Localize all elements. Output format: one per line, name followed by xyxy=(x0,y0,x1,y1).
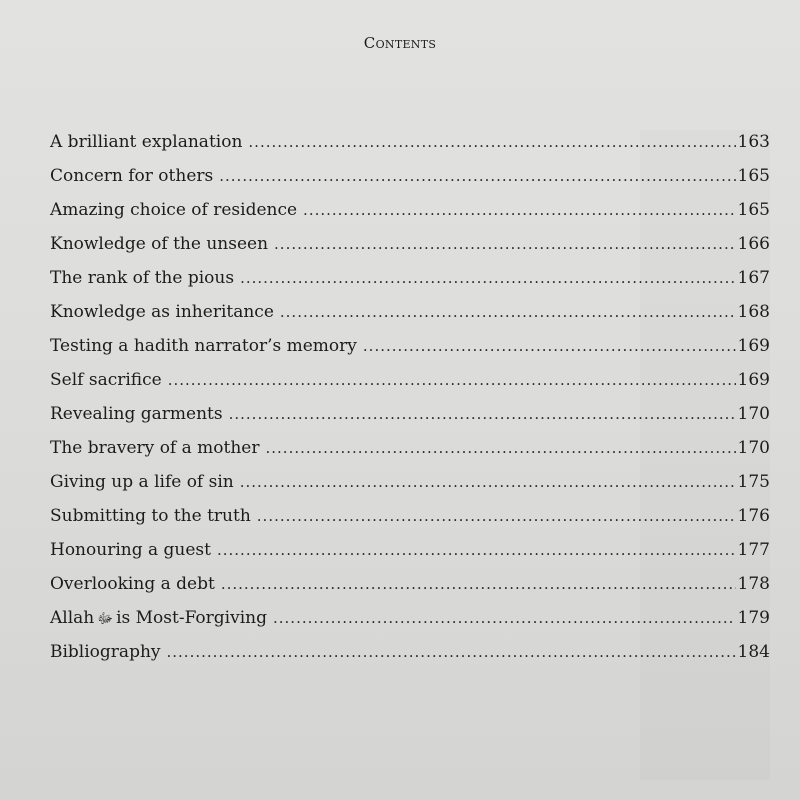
dot-leader xyxy=(168,371,736,389)
toc-entry-page: 167 xyxy=(737,268,770,288)
toc-entry-page: 177 xyxy=(737,540,770,560)
toc-entry-title: Amazing choice of residence xyxy=(50,200,298,220)
dot-leader xyxy=(221,575,736,593)
toc-entry-title: Overlooking a debt xyxy=(50,574,215,594)
toc-entry xyxy=(50,404,770,438)
toc-entry xyxy=(50,336,770,370)
table-of-contents xyxy=(50,132,770,676)
toc-entry xyxy=(50,234,770,268)
toc-entry xyxy=(50,472,770,506)
toc-entry-page: 184 xyxy=(737,642,770,662)
toc-entry xyxy=(50,166,770,200)
toc-entry-title: Giving up a life of sin xyxy=(50,472,234,492)
toc-entry-page: 165 xyxy=(737,166,770,186)
toc-entry xyxy=(50,540,770,574)
toc-entry-page: 166 xyxy=(737,234,770,254)
dot-leader xyxy=(274,235,736,253)
toc-entry-title: Bibliography xyxy=(50,642,161,662)
toc-entry-title: Submitting to the truth xyxy=(50,506,251,526)
toc-entry xyxy=(50,200,770,234)
toc-entry-page: 168 xyxy=(737,302,770,322)
toc-entry-page: 179 xyxy=(737,608,770,628)
toc-entry-page: 165 xyxy=(737,200,770,220)
toc-entry-title: Testing a hadith narrator’s memory xyxy=(50,336,357,356)
dot-leader xyxy=(229,405,736,423)
dot-leader xyxy=(273,609,736,627)
dot-leader xyxy=(167,643,736,661)
dot-leader xyxy=(303,201,736,219)
toc-entry-title: Honouring a guest xyxy=(50,540,211,560)
toc-entry xyxy=(50,608,770,642)
toc-entry-page: 170 xyxy=(737,404,770,424)
honorific-glyph: ﷻ xyxy=(97,611,114,627)
dot-leader xyxy=(248,133,735,151)
toc-entry-page: 176 xyxy=(737,506,770,526)
toc-entry-page: 169 xyxy=(737,336,770,356)
toc-entry-title: Revealing garments xyxy=(50,404,223,424)
toc-entry xyxy=(50,506,770,540)
dot-leader xyxy=(280,303,736,321)
toc-entry xyxy=(50,574,770,608)
toc-entry-title: Self sacrifice xyxy=(50,370,162,390)
dot-leader xyxy=(363,337,736,355)
toc-entry xyxy=(50,302,770,336)
toc-entry-page: 163 xyxy=(737,132,770,152)
toc-entry-page: 170 xyxy=(737,438,770,458)
toc-entry xyxy=(50,642,770,676)
toc-entry-page: 169 xyxy=(737,370,770,390)
toc-entry-title: The rank of the pious xyxy=(50,268,235,288)
toc-entry xyxy=(50,370,770,404)
dot-leader xyxy=(266,439,736,457)
toc-entry-title: Knowledge of the unseen xyxy=(50,234,269,254)
toc-entry xyxy=(50,268,770,302)
toc-entry-title: A brilliant explanation xyxy=(50,132,243,152)
toc-entry xyxy=(50,132,770,166)
dot-leader xyxy=(240,473,736,491)
dot-leader xyxy=(240,269,735,287)
toc-entry-title: The bravery of a mother xyxy=(50,438,260,458)
dot-leader xyxy=(219,167,735,185)
toc-entry-title: Knowledge as inheritance xyxy=(50,302,274,322)
dot-leader xyxy=(217,541,736,559)
toc-entry-page: 175 xyxy=(737,472,770,492)
contents-heading: Contents xyxy=(363,34,437,52)
toc-entry xyxy=(50,438,770,472)
toc-entry-title xyxy=(50,608,267,630)
toc-entry-page: 178 xyxy=(737,574,770,594)
toc-title-allah: Allah xyxy=(50,608,95,628)
dot-leader xyxy=(257,507,736,525)
toc-entry-title: Concern for others xyxy=(50,166,214,186)
toc-title-rest: is Most-Forgiving xyxy=(116,608,267,628)
